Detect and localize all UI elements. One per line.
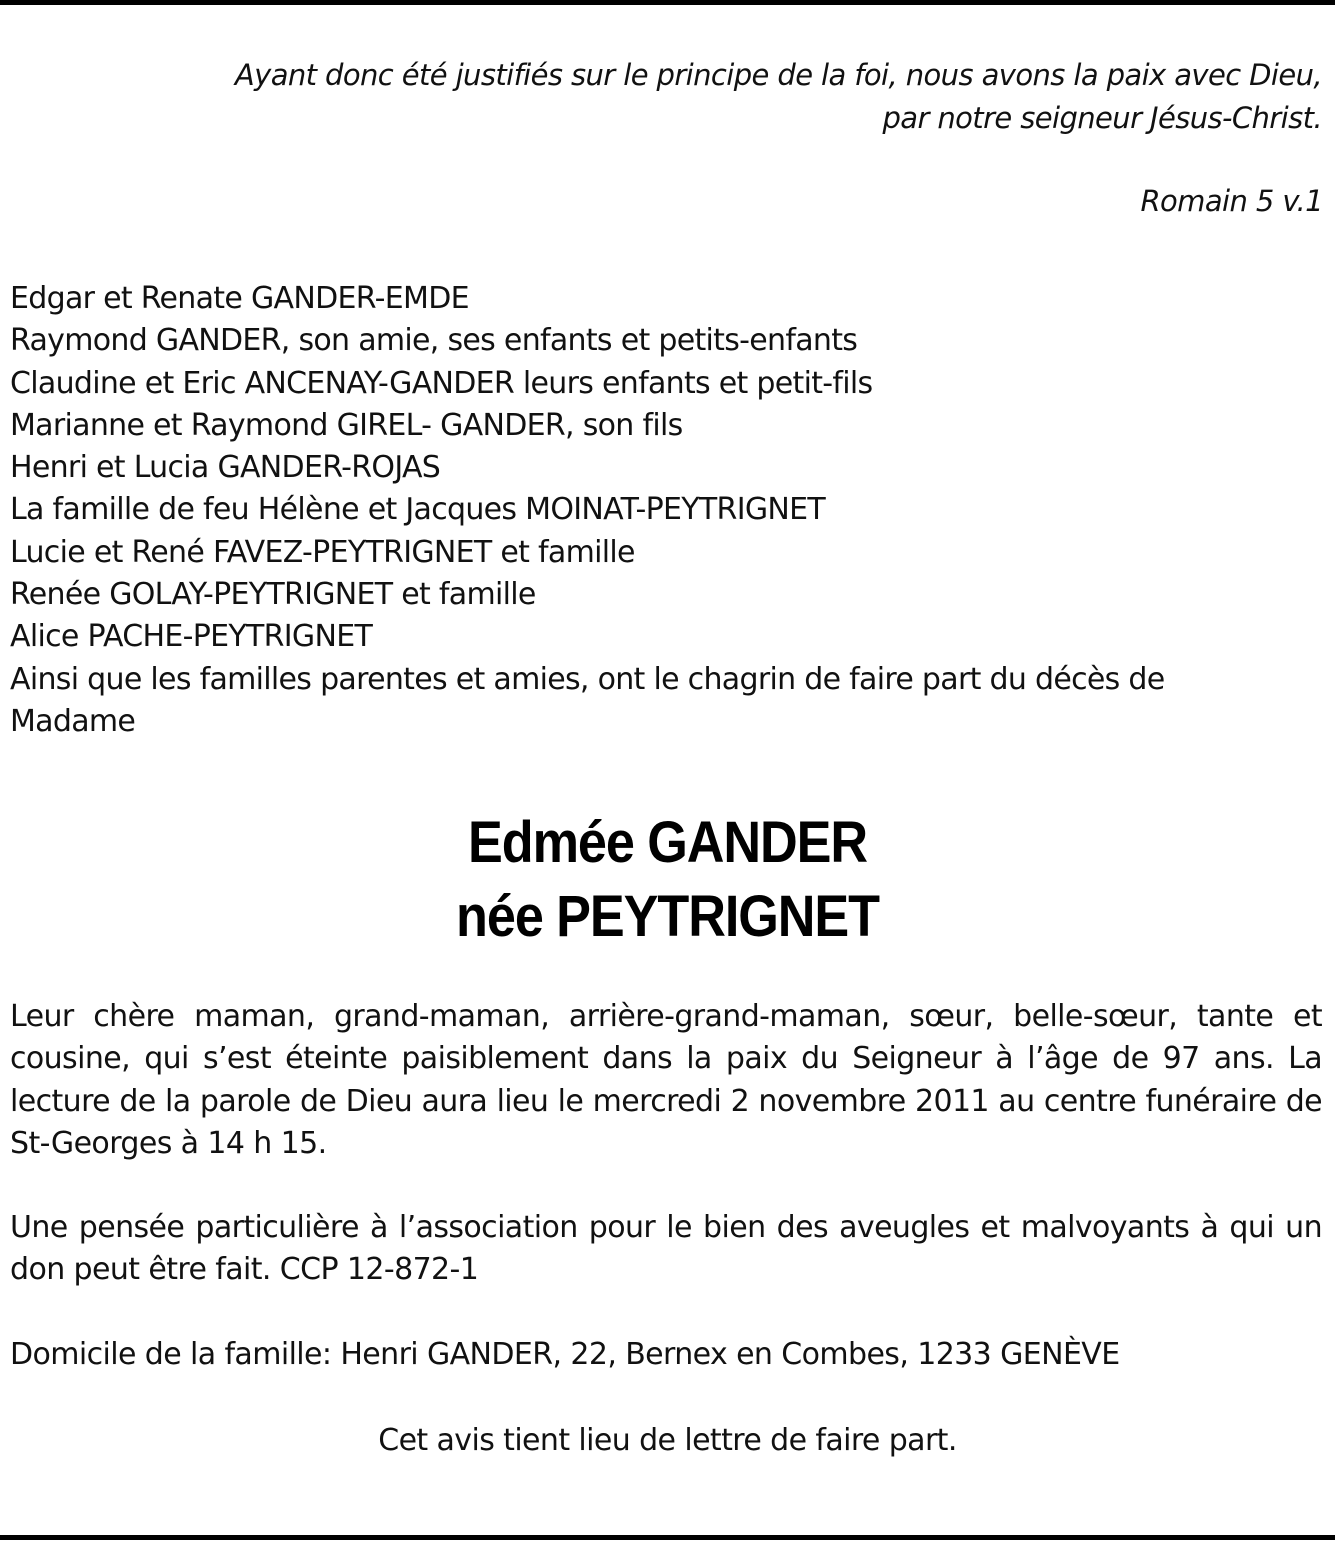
mourner-line: Renée GOLAY-PEYTRIGNET et famille bbox=[10, 577, 536, 613]
ceremony-paragraph: Leur chère maman, grand-maman, arrière-grand-maman, sœur, belle-sœur, tante et cousine, qui s’est éteinte paisiblement dans la paix du Seigneur à l’âge de 97 ans. La lecture de la parole de Dieu aura lieu le mercredi 2 novembre 2011 au centre funéraire de St-Georges à 14 h 15. bbox=[10, 999, 1322, 1161]
mourner-line: Ainsi que les familles parentes et amies, ont le chagrin de faire part du décès de bbox=[10, 661, 1165, 697]
donation-paragraph: Une pensée particulière à l’association pour le bien des aveugles et malvoyants à qui un don peut être fait. CCP 12-872-1 bbox=[10, 1210, 1322, 1288]
mourner-line: Alice PACHE-PEYTRIGNET bbox=[10, 619, 373, 655]
mourner-line: Henri et Lucia GANDER-ROJAS bbox=[10, 450, 441, 486]
deceased-name: Edmée GANDER bbox=[468, 810, 867, 875]
verse-reference: Romain 5 v.1 bbox=[1140, 184, 1323, 218]
verse-line: par notre seigneur Jésus-Christ. bbox=[882, 101, 1322, 135]
mourner-line: Marianne et Raymond GIREL- GANDER, son fils bbox=[10, 407, 683, 443]
verse-line: Ayant donc été justifiés sur le principe de la foi, nous avons la paix avec Dieu, bbox=[234, 58, 1322, 92]
family-address-paragraph: Domicile de la famille: Henri GANDER, 22, Bernex en Combes, 1233 GENÈVE bbox=[10, 1337, 1120, 1372]
deceased-name-block bbox=[0, 806, 1335, 954]
closing-note: Cet avis tient lieu de lettre de faire part. bbox=[378, 1423, 957, 1458]
top-border-rule bbox=[0, 0, 1335, 5]
bible-verse bbox=[10, 54, 1322, 140]
mourner-line: La famille de feu Hélène et Jacques MOINAT-PEYTRIGNET bbox=[10, 492, 826, 528]
mourners-list bbox=[10, 278, 1325, 743]
mourner-line: Edgar et Renate GANDER-EMDE bbox=[10, 281, 469, 316]
mourner-line: Madame bbox=[10, 703, 136, 739]
deceased-maiden-name: née PEYTRIGNET bbox=[456, 884, 879, 949]
mourner-line: Claudine et Eric ANCENAY-GANDER leurs enfants et petit-fils bbox=[10, 365, 873, 401]
bottom-border-rule bbox=[0, 1535, 1335, 1540]
mourner-line: Raymond GANDER, son amie, ses enfants et petits-enfants bbox=[10, 323, 858, 359]
mourner-line: Lucie et René FAVEZ-PEYTRIGNET et famille bbox=[10, 534, 635, 570]
